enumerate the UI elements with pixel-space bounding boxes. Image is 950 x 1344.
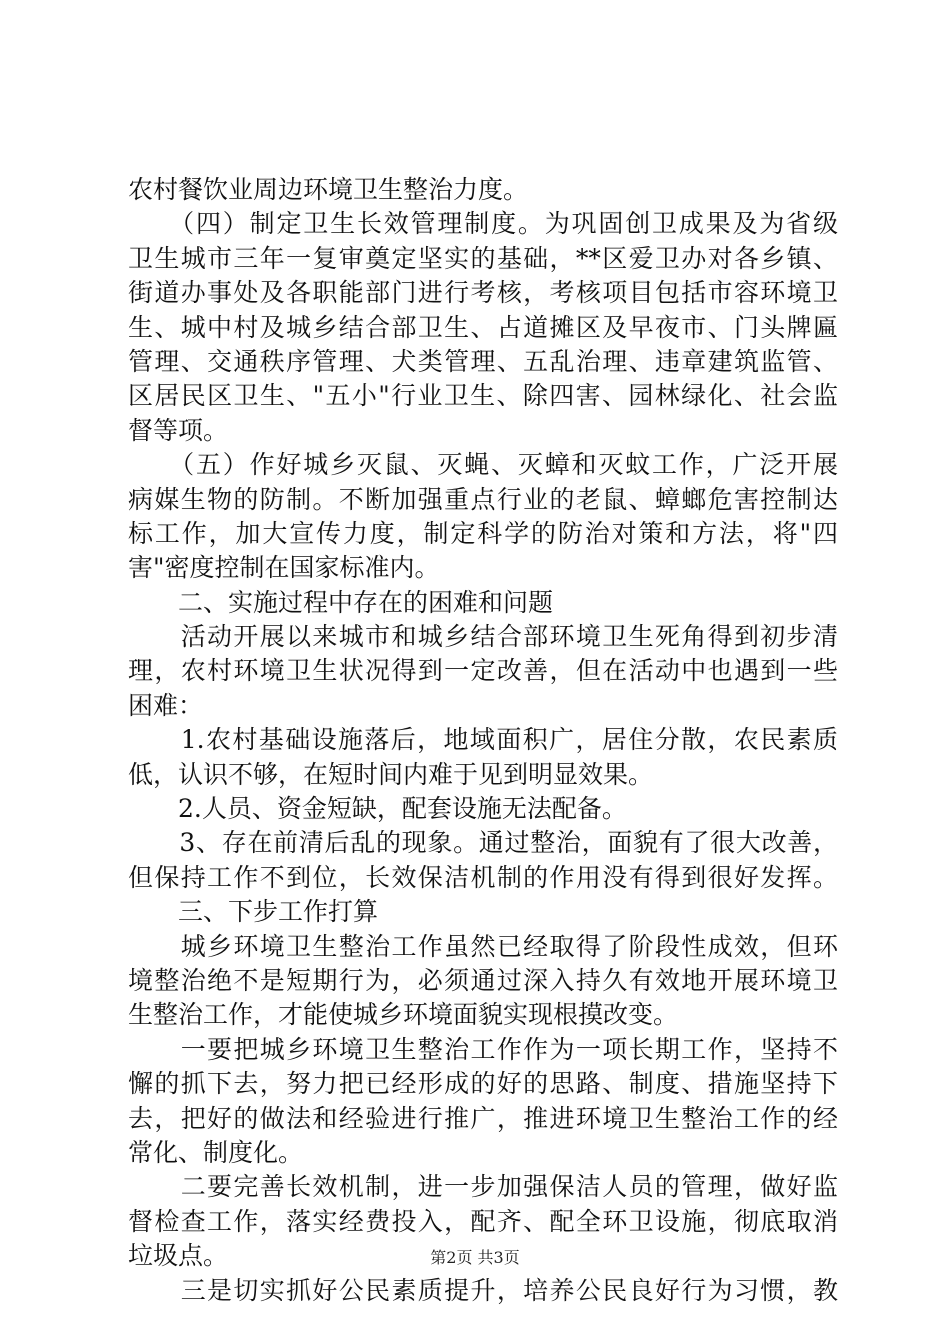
text-line: 病媒生物的防制。不断加强重点行业的老鼠、蟑螂危害控制达 <box>128 484 838 514</box>
text-line: 懈的抓下去，努力把已经形成的好的思路、制度、措施坚持下 <box>128 1069 838 1099</box>
text-line: 生整治工作，才能使城乡环境面貌实现根摸改变。 <box>128 1000 679 1030</box>
text-line: 但保持工作不到位，长效保洁机制的作用没有得到很好发挥。 <box>128 862 838 892</box>
page-footer: 第2页 共3页 <box>430 1248 520 1267</box>
text-line: 三是切实抓好公民素质提升，培养公民良好行为习惯，教 <box>128 1275 838 1305</box>
text-line: 二要完善长效机制，进一步加强保洁人员的管理，做好监 <box>128 1172 838 1202</box>
text-line: 二、实施过程中存在的困难和问题 <box>128 587 554 617</box>
text-line: 困难： <box>128 690 204 720</box>
text-line: 1.农村基础设施落后，地域面积广，居住分散，农民素质 <box>128 725 838 755</box>
text-line: 农村餐饮业周边环境卫生整治力度。 <box>128 175 529 204</box>
text-line: 2.人员、资金短缺，配套设施无法配备。 <box>128 794 627 824</box>
text-line: 街道办事处及各职能部门进行考核，考核项目包括市容环境卫 <box>128 278 838 308</box>
text-line: 区居民区卫生、"五小"行业卫生、除四害、园林绿化、社会监 <box>128 381 838 411</box>
text-line: 督等项。 <box>128 415 229 445</box>
text-line: 活动开展以来城市和城乡结合部环境卫生死角得到初步清 <box>128 622 838 652</box>
text-line: 督检查工作，落实经费投入，配齐、配全环卫设施，彻底取消 <box>128 1206 838 1236</box>
text-line: 一要把城乡环境卫生整治工作作为一项长期工作，坚持不 <box>128 1034 838 1064</box>
text-line: 垃圾点。 <box>128 1241 229 1271</box>
text-line: 三、下步工作打算 <box>128 897 379 927</box>
document-body <box>128 173 838 1308</box>
text-line: 城乡环境卫生整治工作虽然已经取得了阶段性成效，但环 <box>128 931 838 961</box>
text-line: 境整治绝不是短期行为，必须通过深入持久有效地开展环境卫 <box>128 965 838 995</box>
text-line: 卫生城市三年一复审奠定坚实的基础，**区爱卫办对各乡镇、 <box>128 243 838 273</box>
text-line: 常化、制度化。 <box>128 1137 304 1167</box>
text-line: 低，认识不够，在短时间内难于见到明显效果。 <box>128 759 654 789</box>
text-line: （五）作好城乡灭鼠、灭蝇、灭蟑和灭蚊工作，广泛开展 <box>128 450 838 480</box>
text-line: 去，把好的做法和经验进行推广，推进环境卫生整治工作的经 <box>128 1103 838 1133</box>
text-line: （四）制定卫生长效管理制度。为巩固创卫成果及为省级 <box>128 209 838 239</box>
text-line: 理，农村环境卫生状况得到一定改善，但在活动中也遇到一些 <box>128 656 838 686</box>
text-line: 3、存在前清后乱的现象。通过整治，面貌有了很大改善， <box>128 828 838 858</box>
text-line: 管理、交通秩序管理、犬类管理、五乱治理、违章建筑监管、 <box>128 346 838 376</box>
text-line: 害"密度控制在国家标准内。 <box>128 553 440 583</box>
text-line: 生、城中村及城乡结合部卫生、占道摊区及早夜市、门头牌匾 <box>128 312 838 342</box>
text-line: 标工作，加大宣传力度，制定科学的防治对策和方法，将"四 <box>128 518 838 548</box>
